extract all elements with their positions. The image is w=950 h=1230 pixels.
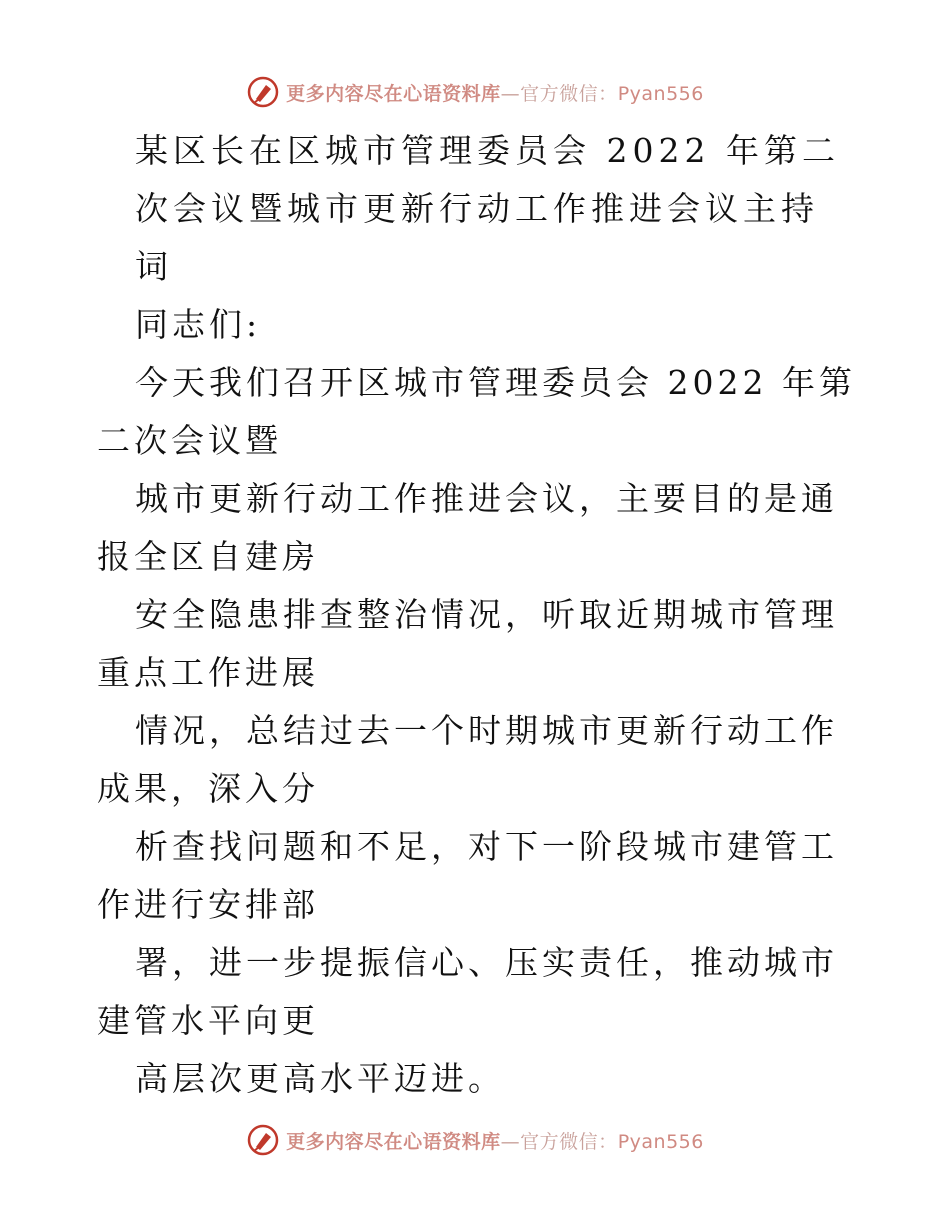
title-line-1: 某区长在区城市管理委员会 2022 年第二	[135, 131, 840, 170]
watermark-main: 更多内容尽在心语资料库	[286, 1130, 501, 1153]
title-line-3: 词	[135, 247, 173, 286]
body-paragraph-6: 署，进一步提振信心、压实责任，推动城市建管水平向更	[97, 943, 838, 1040]
body-paragraph-4: 情况，总结过去一个时期城市更新行动工作成果，深入分	[97, 711, 838, 808]
body-paragraph-1: 今天我们召开区城市管理委员会 2022 年第二次会议暨	[97, 363, 856, 460]
watermark-id: Pyan556	[617, 82, 704, 105]
body-paragraph-5: 析查找问题和不足，对下一阶段城市建管工作进行安排部	[97, 827, 838, 924]
watermark-main: 更多内容尽在心语资料库	[286, 82, 501, 105]
watermark-text	[286, 1127, 704, 1154]
document-body	[97, 122, 857, 1108]
body-paragraph-2: 城市更新行动工作推进会议，主要目的是通报全区自建房	[97, 479, 838, 576]
salutation: 同志们:	[135, 305, 262, 344]
watermark-sub: —官方微信：	[500, 1130, 618, 1153]
pen-nib-logo-icon	[246, 1123, 280, 1157]
body-paragraph-3: 安全隐患排查整治情况，听取近期城市管理重点工作进展	[97, 595, 838, 692]
watermark-text	[286, 79, 704, 106]
title-line-2: 次会议暨城市更新行动工作推进会议主持	[135, 189, 819, 228]
watermark-footer	[0, 1120, 950, 1160]
watermark-id: Pyan556	[617, 1130, 704, 1153]
watermark-header	[0, 72, 950, 112]
watermark-sub: —官方微信：	[500, 82, 618, 105]
body-paragraph-7: 高层次更高水平迈进。	[135, 1059, 505, 1098]
pen-nib-logo-icon	[246, 75, 280, 109]
